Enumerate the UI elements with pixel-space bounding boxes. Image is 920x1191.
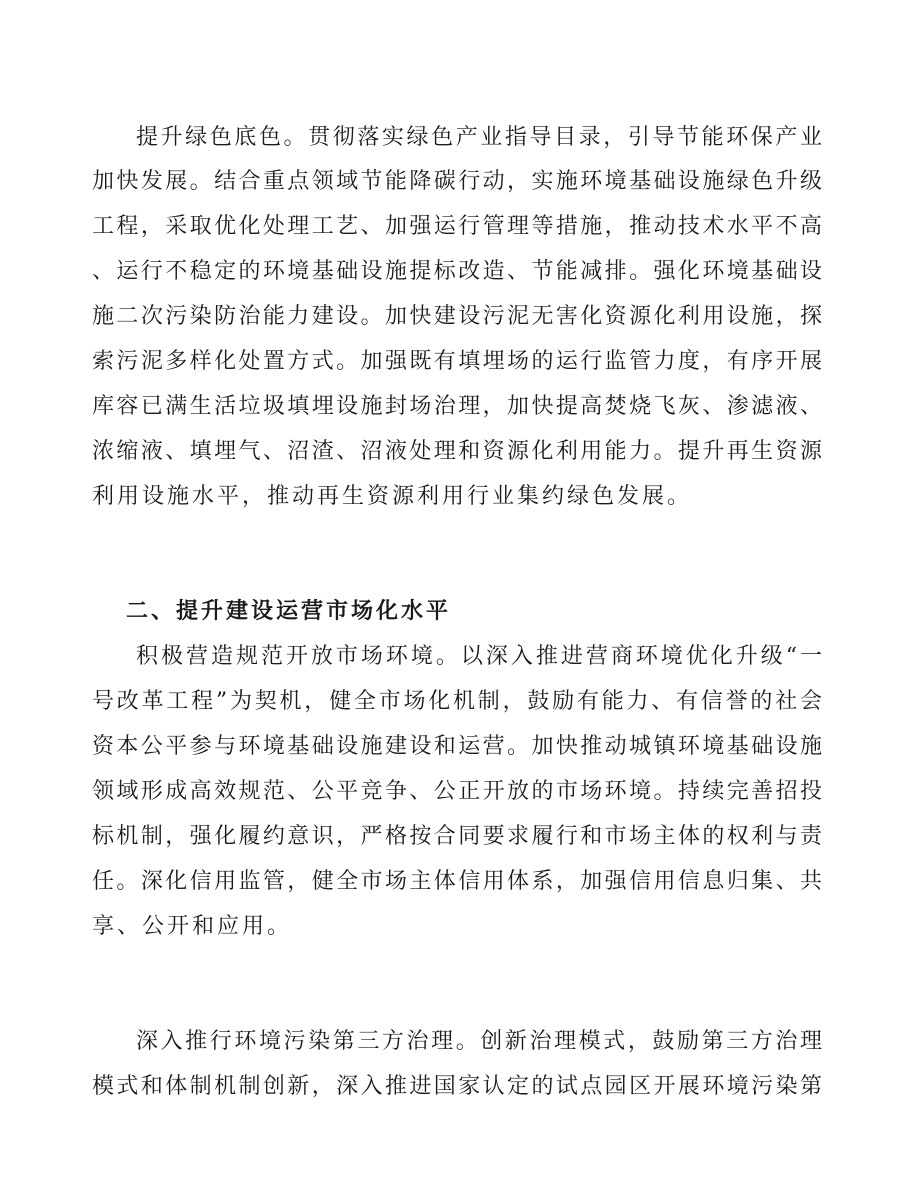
text-line: 浓缩液、填埋气、沼渣、沼液处理和资源化利用能力。提升再生资源 bbox=[92, 439, 822, 464]
text-line: 深入推行环境污染第三方治理。创新治理模式，鼓励第三方治理 bbox=[136, 1029, 822, 1054]
section-heading: 二、提升建设运营市场化水平 bbox=[126, 599, 452, 624]
text-line: 索污泥多样化处置方式。加强既有填埋场的运行监管力度，有序开展 bbox=[92, 349, 822, 374]
text-line: 加快发展。结合重点领域节能降碳行动，实施环境基础设施绿色升级 bbox=[92, 169, 822, 194]
text-line: 利用设施水平，推动再生资源利用行业集约绿色发展。 bbox=[92, 484, 693, 509]
text-line: 模式和体制机制创新，深入推进国家认定的试点园区开展环境污染第 bbox=[92, 1074, 822, 1099]
text-line: 享、公开和应用。 bbox=[92, 914, 293, 939]
text-line: 提升绿色底色。贯彻落实绿色产业指导目录，引导节能环保产业 bbox=[136, 125, 822, 150]
text-line: 、运行不稳定的环境基础设施提标改造、节能减排。强化环境基础设 bbox=[92, 259, 822, 284]
text-line: 号改革工程”为契机，健全市场化机制，鼓励有能力、有信誉的社会 bbox=[92, 689, 822, 714]
text-line: 标机制，强化履约意识，严格按合同要求履行和市场主体的权利与责 bbox=[92, 824, 822, 849]
text-line: 任。深化信用监管，健全市场主体信用体系，加强信用信息归集、共 bbox=[92, 869, 822, 894]
text-line: 施二次污染防治能力建设。加快建设污泥无害化资源化利用设施，探 bbox=[92, 304, 822, 329]
text-line: 资本公平参与环境基础设施建设和运营。加快推动城镇环境基础设施 bbox=[92, 734, 822, 759]
text-line: 领域形成高效规范、公平竞争、公正开放的市场环境。持续完善招投 bbox=[92, 779, 822, 804]
text-line: 积极营造规范开放市场环境。以深入推进营商环境优化升级“一 bbox=[136, 644, 822, 669]
text-line: 库容已满生活垃圾填埋设施封场治理，加快提高焚烧飞灰、渗滤液、 bbox=[92, 394, 822, 419]
text-line: 工程，采取优化处理工艺、加强运行管理等措施，推动技术水平不高 bbox=[92, 214, 822, 239]
